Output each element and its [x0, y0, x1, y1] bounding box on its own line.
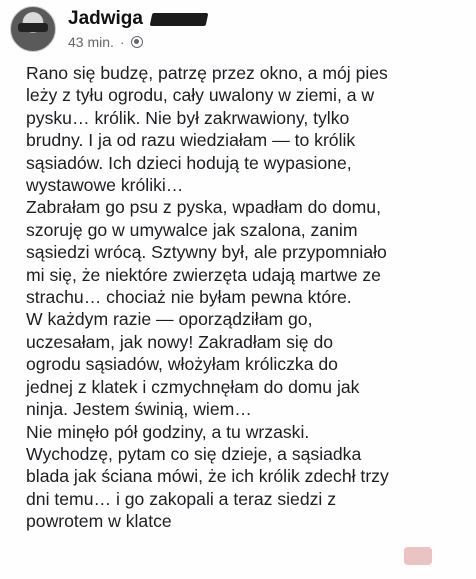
post-text-line: strachu… chociaż nie byłam pewna które.: [26, 287, 352, 308]
author-name[interactable]: Jadwiga: [68, 8, 143, 29]
post-text-line: blada jak ściana mówi, że ich królik zdechł trzy: [26, 466, 389, 487]
post-text-line: sąsiedzi wrócą. Sztywny był, ale przypomniało: [26, 242, 387, 263]
post-text-line: ogrodu sąsiadów, włożyłam króliczka do: [26, 354, 338, 375]
post-meta: [68, 8, 207, 50]
post-text-line: W każdym razie — oporządziłam go,: [26, 309, 313, 330]
post-text-line: wystawowe króliki…: [26, 175, 184, 196]
post-text-line: sąsiadów. Ich dzieci hodują te wypasione,: [26, 152, 352, 173]
watermark-logo-icon: [404, 547, 432, 565]
post-text-line: brudny. I ja od razu wiedziałam — to królik: [26, 130, 356, 151]
post-header: [10, 6, 207, 52]
redacted-surname: [150, 13, 209, 26]
post-text-line: jednej z klatek i czmychnęłam do domu jak: [26, 376, 360, 397]
author-avatar[interactable]: [10, 6, 56, 52]
post-text-line: Nie minęło pół godziny, a tu wrzaski.: [26, 421, 310, 442]
post-text-line: leży z tyłu ogrodu, cały uwalony w ziemi, a w: [26, 85, 375, 106]
post-text-line: Rano się budzę, patrzę przez okno, a mój pies: [26, 63, 388, 83]
author-row: [68, 8, 207, 30]
post-text-line: szoruję go w umywalce jak szalona, zanim: [26, 219, 358, 240]
post-body: [26, 62, 466, 533]
post-text-line: powrotem w klatce: [26, 511, 172, 532]
post-text-line: uczesałam, jak nowy! Zakradłam się do: [26, 331, 334, 352]
post-text-line: pysku… królik. Nie był zakrwawiony, tylko: [26, 107, 350, 128]
post-time[interactable]: 43 min.: [68, 34, 114, 50]
post-text-line: ninja. Jestem świnią, wiem…: [26, 399, 252, 420]
post-text-line: Wychodzę, pytam co się dzieje, a sąsiadka: [26, 443, 362, 464]
globe-icon[interactable]: [131, 36, 143, 48]
post-text-line: Zabrałam go psu z pyska, wpadłam do domu,: [26, 197, 381, 218]
separator-dot: ·: [119, 34, 125, 50]
post-subline: [68, 34, 207, 50]
post-text-line: mi się, że niektóre zwierzęta udają martwe ze: [26, 264, 381, 285]
post-text-line: dni temu… i go zakopali a teraz siedzi z: [26, 488, 336, 509]
